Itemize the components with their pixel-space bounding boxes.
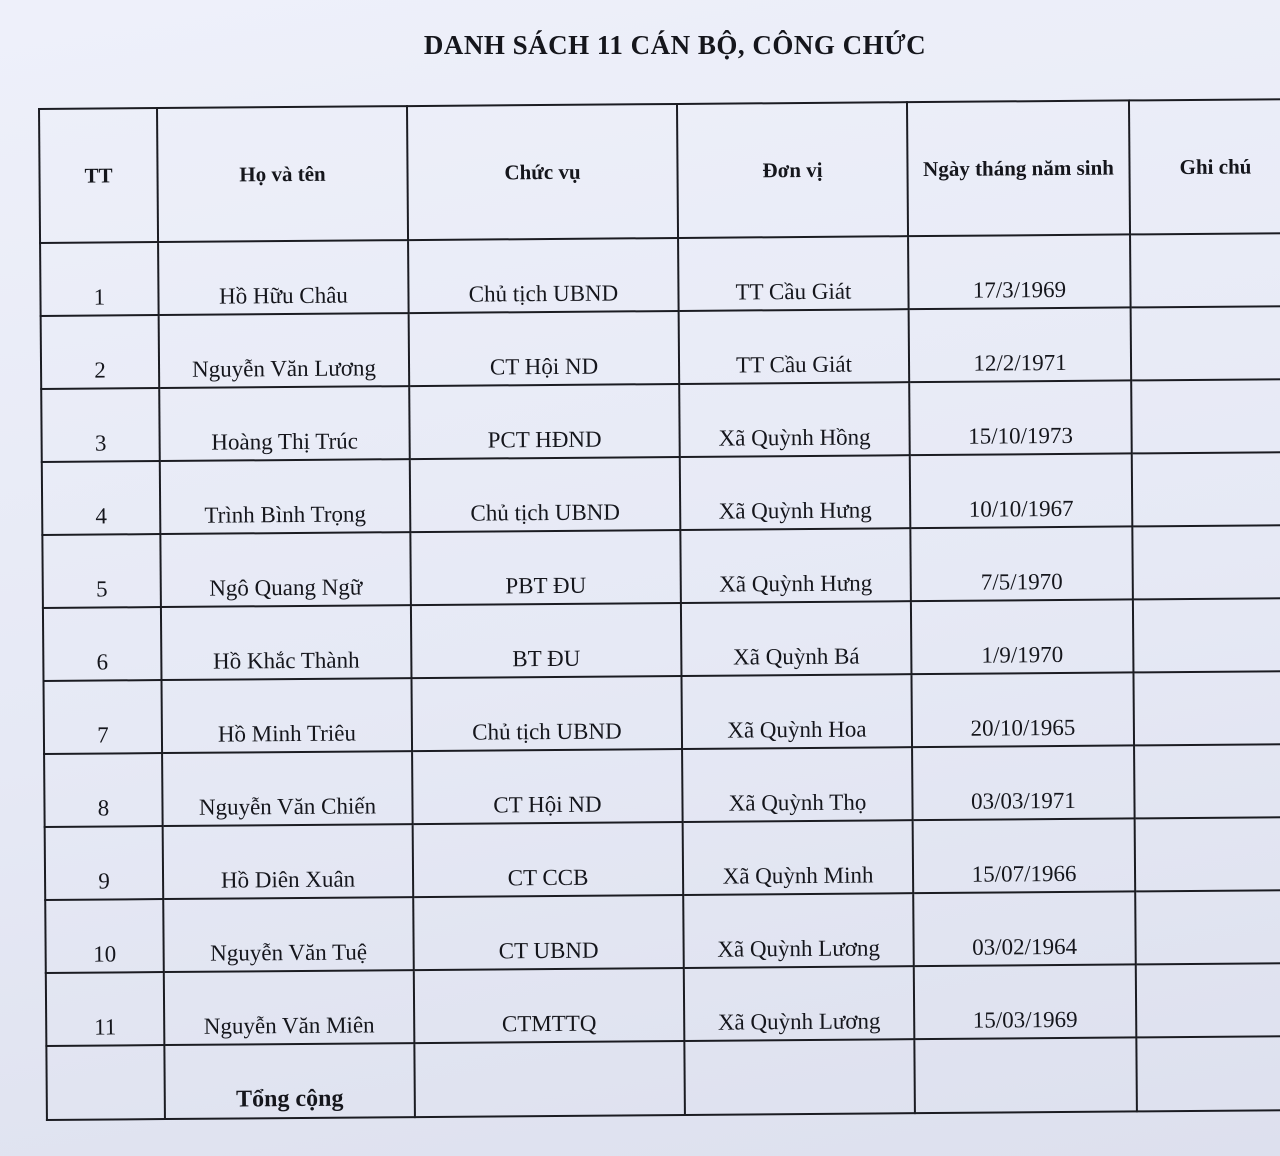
row-position: PCT HĐND bbox=[409, 384, 680, 459]
row-note bbox=[1135, 817, 1280, 891]
table-row bbox=[42, 525, 1280, 608]
row-note bbox=[1131, 306, 1280, 380]
total-dob-cell bbox=[914, 1037, 1137, 1113]
row-number: 9 bbox=[45, 826, 164, 900]
row-name: Hồ Hữu Châu bbox=[158, 240, 409, 315]
row-number: 7 bbox=[44, 680, 163, 754]
row-position: PBT ĐU bbox=[410, 530, 681, 605]
row-position: CT CCB bbox=[413, 822, 684, 897]
total-row bbox=[46, 1036, 1280, 1120]
row-dob: 03/03/1971 bbox=[912, 745, 1135, 820]
total-label: Tổng cộng bbox=[164, 1043, 415, 1119]
row-note bbox=[1132, 525, 1280, 599]
table-row bbox=[45, 817, 1280, 900]
row-unit: Xã Quỳnh Bá bbox=[681, 601, 912, 676]
header-dob: Ngày tháng năm sinh bbox=[907, 100, 1130, 236]
row-note bbox=[1130, 233, 1280, 307]
table-row bbox=[41, 379, 1280, 462]
row-number: 2 bbox=[41, 315, 160, 389]
row-unit: TT Cầu Giát bbox=[678, 236, 909, 311]
row-number: 3 bbox=[41, 388, 160, 462]
row-number: 5 bbox=[42, 534, 161, 608]
table-row bbox=[43, 598, 1280, 681]
row-name: Hồ Khắc Thành bbox=[161, 605, 412, 680]
row-position: CT Hội ND bbox=[409, 311, 680, 386]
row-unit: Xã Quỳnh Hồng bbox=[679, 382, 910, 457]
row-position: Chủ tịch UBND bbox=[411, 676, 682, 751]
row-unit: TT Cầu Giát bbox=[679, 309, 910, 384]
row-unit: Xã Quỳnh Hưng bbox=[680, 455, 911, 530]
row-unit: Xã Quỳnh Hoa bbox=[681, 674, 912, 749]
table-row bbox=[42, 452, 1280, 535]
table-row bbox=[41, 306, 1280, 389]
header-position: Chức vụ bbox=[407, 104, 678, 240]
row-unit: Xã Quỳnh Lương bbox=[684, 966, 915, 1041]
row-name: Trình Bình Trọng bbox=[160, 459, 411, 534]
officials-table bbox=[38, 98, 1280, 1121]
row-dob: 20/10/1965 bbox=[911, 672, 1134, 747]
row-dob: 15/03/1969 bbox=[914, 964, 1137, 1039]
row-number: 11 bbox=[46, 972, 165, 1046]
row-name: Nguyễn Văn Miên bbox=[164, 970, 415, 1045]
row-dob: 7/5/1970 bbox=[910, 526, 1133, 601]
table-row bbox=[40, 233, 1280, 316]
header-name: Họ và tên bbox=[157, 106, 408, 242]
row-position: Chủ tịch UBND bbox=[410, 457, 681, 532]
table-header-row bbox=[39, 99, 1280, 243]
total-tt-cell bbox=[46, 1045, 165, 1120]
row-dob: 12/2/1971 bbox=[909, 307, 1132, 382]
row-name: Ngô Quang Ngữ bbox=[160, 532, 411, 607]
row-number: 10 bbox=[45, 899, 164, 973]
total-note-cell bbox=[1136, 1036, 1280, 1111]
row-dob: 03/02/1964 bbox=[913, 891, 1136, 966]
table-row bbox=[45, 890, 1280, 973]
row-position: CT UBND bbox=[413, 895, 684, 970]
row-note bbox=[1136, 963, 1280, 1037]
row-dob: 10/10/1967 bbox=[910, 453, 1133, 528]
header-unit: Đơn vị bbox=[677, 102, 908, 238]
total-position-cell bbox=[414, 1041, 685, 1117]
row-note bbox=[1133, 598, 1280, 672]
row-name: Hồ Diên Xuân bbox=[163, 824, 414, 899]
row-dob: 15/07/1966 bbox=[913, 818, 1136, 893]
row-number: 4 bbox=[42, 461, 161, 535]
table-row bbox=[44, 671, 1280, 754]
header-tt: TT bbox=[39, 108, 158, 243]
row-note bbox=[1133, 671, 1280, 745]
row-name: Nguyễn Văn Lương bbox=[159, 313, 410, 388]
table-row bbox=[46, 963, 1280, 1046]
total-unit-cell bbox=[684, 1039, 915, 1115]
row-unit: Xã Quỳnh Thọ bbox=[682, 747, 913, 822]
header-note: Ghi chú bbox=[1129, 99, 1280, 234]
row-name: Nguyễn Văn Tuệ bbox=[163, 897, 414, 972]
row-position: CT Hội ND bbox=[412, 749, 683, 824]
row-note bbox=[1132, 452, 1280, 526]
row-name: Hoàng Thị Trúc bbox=[159, 386, 410, 461]
row-number: 6 bbox=[43, 607, 162, 681]
row-name: Nguyễn Văn Chiến bbox=[162, 751, 413, 826]
row-unit: Xã Quỳnh Minh bbox=[683, 820, 914, 895]
row-note bbox=[1131, 379, 1280, 453]
row-dob: 15/10/1973 bbox=[909, 380, 1132, 455]
row-note bbox=[1135, 890, 1280, 964]
row-unit: Xã Quỳnh Lương bbox=[683, 893, 914, 968]
row-dob: 17/3/1969 bbox=[908, 234, 1131, 309]
row-number: 1 bbox=[40, 242, 159, 316]
row-position: CTMTTQ bbox=[414, 968, 685, 1043]
document-title: DANH SÁCH 11 CÁN BỘ, CÔNG CHỨC bbox=[423, 30, 927, 60]
row-note bbox=[1134, 744, 1280, 818]
row-position: BT ĐU bbox=[411, 603, 682, 678]
row-dob: 1/9/1970 bbox=[911, 599, 1134, 674]
row-number: 8 bbox=[44, 753, 163, 827]
row-name: Hồ Minh Triêu bbox=[161, 678, 412, 753]
table-row bbox=[44, 744, 1280, 827]
row-position: Chủ tịch UBND bbox=[408, 238, 679, 313]
row-unit: Xã Quỳnh Hưng bbox=[680, 528, 911, 603]
